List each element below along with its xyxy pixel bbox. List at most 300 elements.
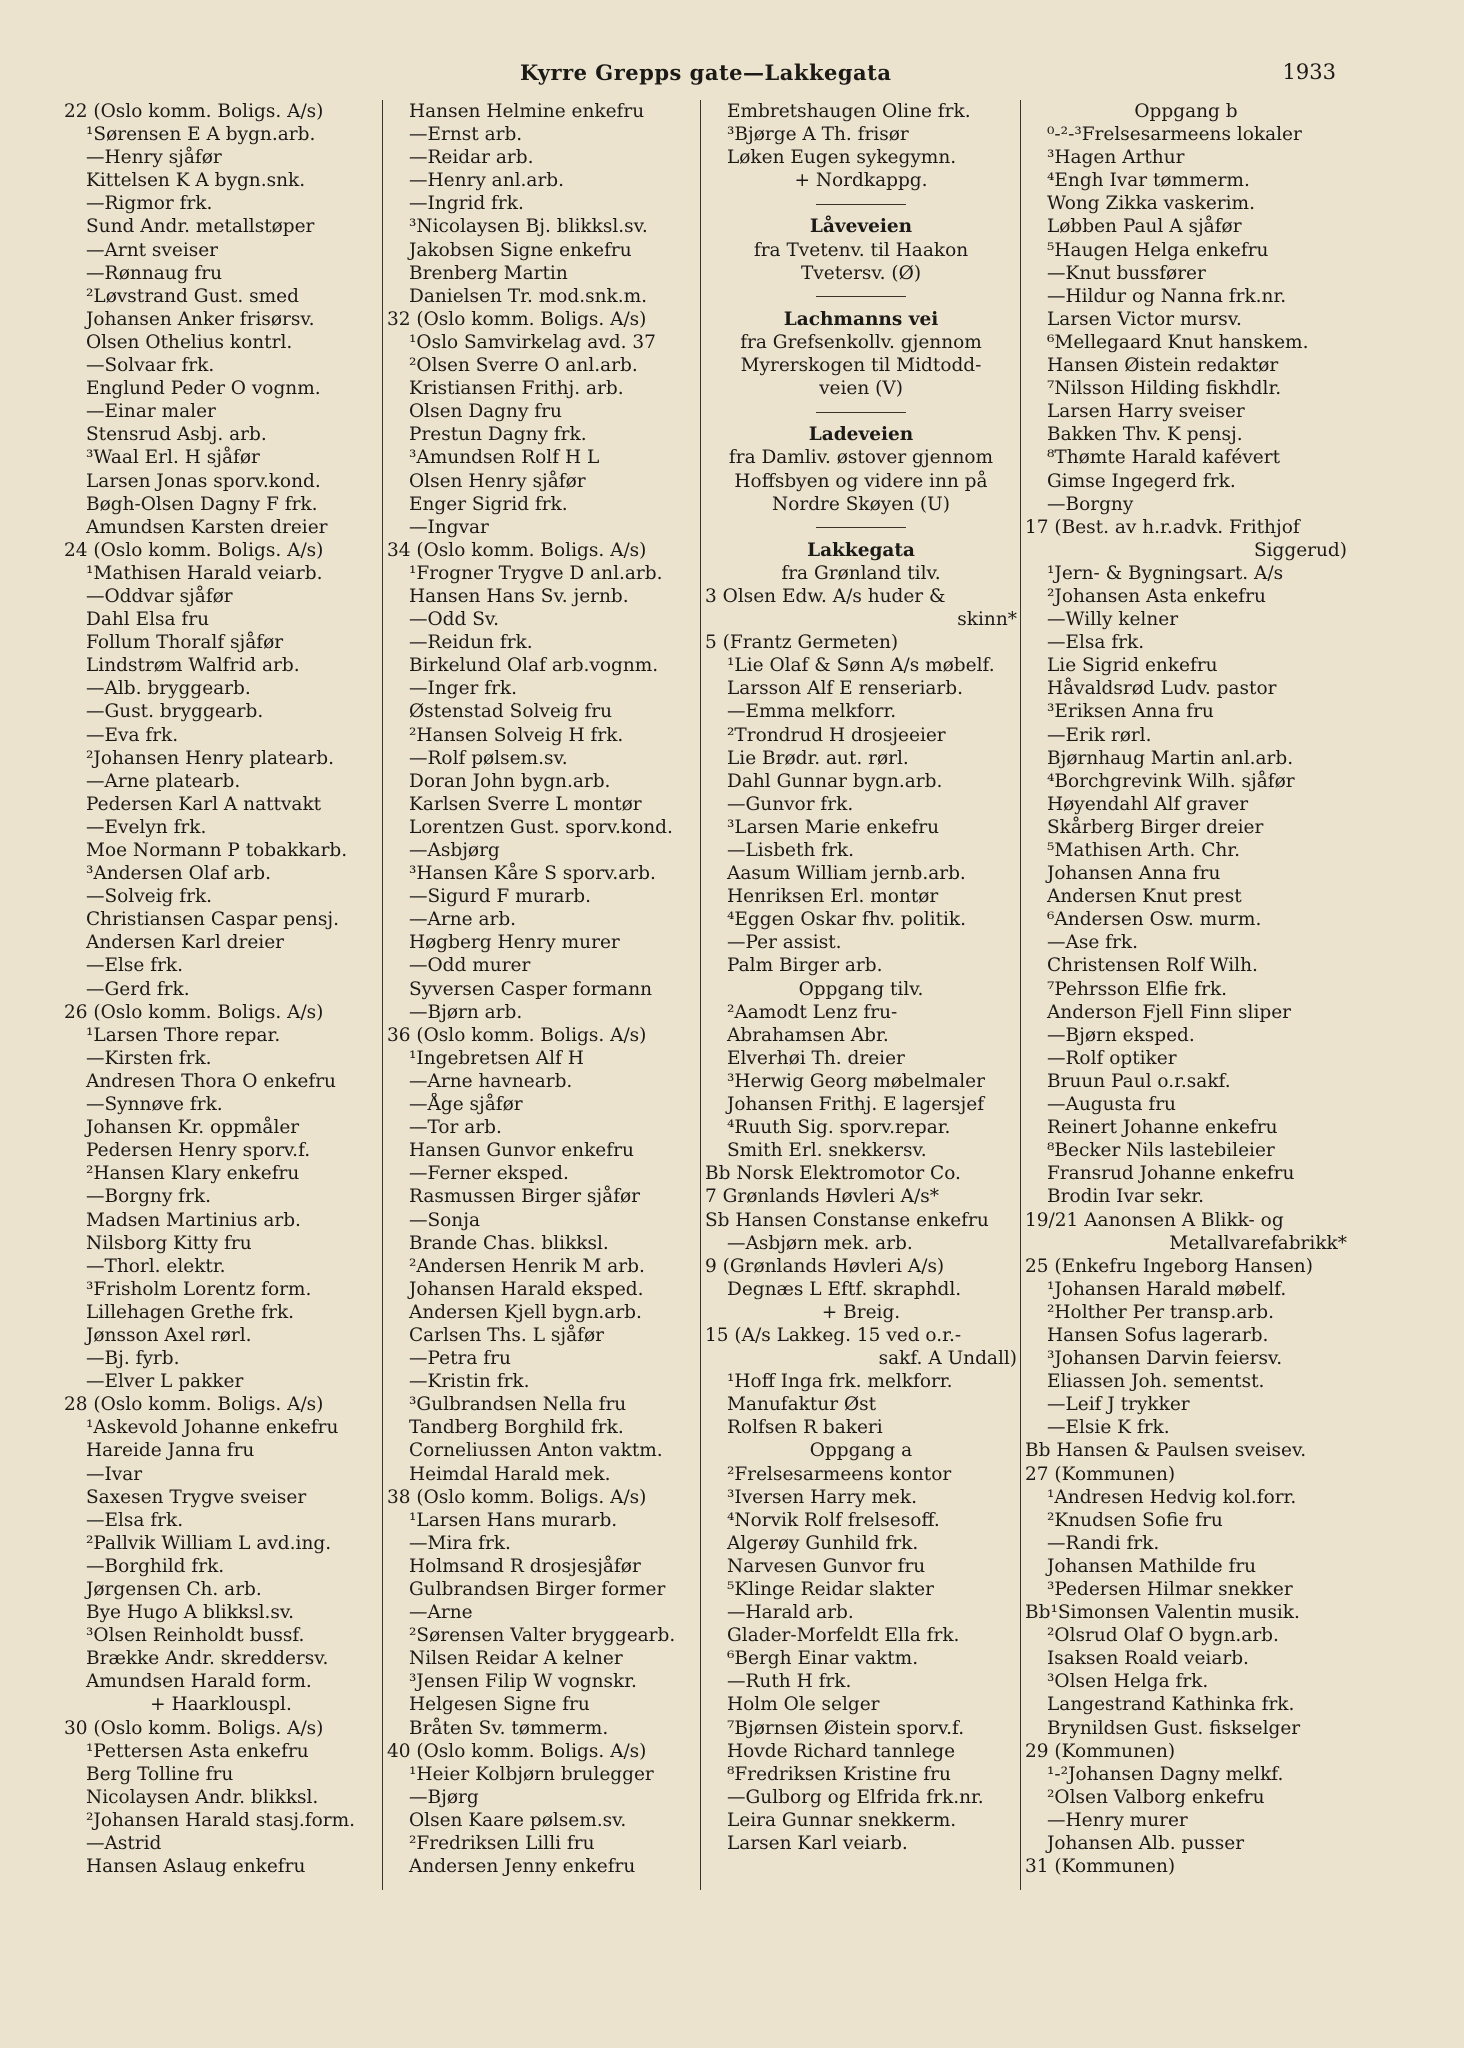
- directory-entry: ¹Hoff Inga frk. melkforr.: [727, 1371, 953, 1393]
- directory-entry: ⁸Thømte Harald kafévert: [1047, 447, 1281, 469]
- directory-entry: Gulbrandsen Birger former: [409, 1579, 666, 1600]
- directory-entry: Rolfsen R bakeri: [727, 1417, 883, 1439]
- directory-entry: Christiansen Caspar pensj.: [86, 909, 339, 931]
- directory-entry: 25 (Enkefru Ingeborg Hansen): [1025, 1255, 1313, 1277]
- directory-entry: —Sigurd F murarb.: [409, 886, 592, 908]
- directory-entry: —Henry anl.arb.: [409, 170, 565, 192]
- directory-entry: Hareide Janna fru: [86, 1440, 255, 1462]
- directory-entry: Langestrand Kathinka frk.: [1047, 1694, 1295, 1716]
- directory-entry: Larsen Victor mursv.: [1047, 308, 1242, 330]
- directory-entry: ²Pallvik William L avd.ing.: [86, 1532, 332, 1554]
- directory-entry: ¹Mathisen Harald veiarb.: [86, 562, 323, 584]
- directory-entry: Sb Hansen Constanse enkefru: [705, 1209, 989, 1231]
- directory-entry: —Bjørg: [409, 1786, 479, 1808]
- directory-entry: Bb Hansen & Paulsen sveisev.: [1025, 1440, 1307, 1462]
- directory-entry: Larsson Alf E renseriarb.: [727, 678, 963, 700]
- directory-entry: ⁵Haugen Helga enkefru: [1047, 239, 1269, 261]
- directory-entry: Amundsen Harald form.: [86, 1671, 312, 1693]
- directory-entry: fra Grønland tilv.: [781, 562, 941, 584]
- directory-entry: —Thorl. elektr.: [86, 1255, 226, 1277]
- directory-entry: —Leif J trykker: [1047, 1394, 1190, 1416]
- directory-entry: —Erik rørl.: [1047, 724, 1152, 746]
- directory-entry: Follum Thoralf sjåfør: [86, 632, 284, 654]
- directory-entry: —Borghild frk.: [86, 1555, 225, 1577]
- directory-column-2: [382, 100, 701, 1890]
- directory-entry: ³Iversen Harry mek.: [727, 1486, 917, 1508]
- directory-entry: Hansen Sofus lagerarb.: [1047, 1324, 1269, 1346]
- directory-entry: ¹Oslo Samvirkelag avd. 37: [409, 331, 656, 353]
- directory-entry: ³Nicolaysen Bj. blikksl.sv.: [409, 216, 648, 238]
- directory-entry: ¹Johansen Harald møbelf.: [1047, 1278, 1287, 1300]
- directory-entry: ⁸Becker Nils lastebileier: [1047, 1140, 1275, 1162]
- directory-entry: 36 (Oslo komm. Boligs. A/s): [387, 1024, 647, 1046]
- directory-entry: ³Gulbrandsen Nella fru: [409, 1394, 627, 1416]
- directory-entry: ²Frelsesarmeens kontor: [727, 1463, 952, 1485]
- directory-entry: —Solvaar frk.: [86, 355, 215, 377]
- directory-entry: ¹Ingebretsen Alf H: [409, 1047, 584, 1069]
- directory-entry: —Willy kelner: [1047, 609, 1179, 631]
- directory-entry: —Sonja: [409, 1209, 480, 1231]
- directory-entry: —Evelyn frk.: [86, 816, 207, 838]
- directory-entry: —Rolf pølsem.sv.: [409, 747, 568, 769]
- directory-entry: Corneliussen Anton vaktm.: [409, 1440, 663, 1462]
- directory-entry: —Kristin frk.: [409, 1371, 530, 1393]
- directory-entry: Lindstrøm Walfrid arb.: [86, 655, 300, 677]
- page-year: 1933: [1282, 60, 1336, 84]
- directory-entry: Larsen Harry sveiser: [1047, 401, 1245, 423]
- directory-entry: —Ferner eksped.: [409, 1163, 569, 1185]
- directory-entry: —Gerd frk.: [86, 978, 190, 1000]
- directory-entry: ³Bjørge A Th. frisør: [727, 124, 909, 146]
- directory-entry: Nilsen Reidar A kelner: [409, 1648, 623, 1670]
- section-divider: [701, 400, 1021, 423]
- directory-entry: —Kirsten frk.: [86, 1047, 212, 1069]
- directory-entry: Abrahamsen Abr.: [727, 1024, 889, 1046]
- directory-entry: —Harald arb.: [727, 1602, 854, 1624]
- directory-entry: Prestun Dagny frk.: [409, 424, 587, 446]
- directory-entry: —Oddvar sjåfør: [86, 585, 233, 607]
- directory-entry: ³Jensen Filip W vognskr.: [409, 1671, 637, 1693]
- directory-entry: ¹Pettersen Asta enkefru: [86, 1740, 309, 1762]
- directory-entry: —Elsa frk.: [1047, 632, 1145, 654]
- directory-entry: ²Hansen Solveig H frk.: [409, 724, 624, 746]
- directory-entry: Moe Normann P tobakkarb.: [86, 840, 348, 861]
- directory-entry: Birkelund Olaf arb.vognm.: [409, 655, 659, 677]
- section-divider: [701, 516, 1021, 539]
- directory-entry: Narvesen Gunvor fru: [727, 1555, 926, 1577]
- directory-entry: —Reidun frk.: [409, 632, 533, 654]
- directory-entry: Larsen Karl veiarb.: [727, 1833, 908, 1855]
- directory-entry: —Per assist.: [727, 932, 842, 954]
- directory-entry: ²Johansen Harald stasj.form.: [86, 1809, 356, 1831]
- directory-entry: ⁵Mathisen Arth. Chr.: [1047, 840, 1240, 861]
- directory-entry: Tvetersv. (Ø): [800, 262, 922, 284]
- directory-entry: Enger Sigrid frk.: [409, 493, 568, 515]
- directory-entry: Saxesen Trygve sveiser: [86, 1486, 307, 1508]
- directory-entry: Algerøy Gunhild frk.: [727, 1532, 919, 1554]
- directory-entry: —Gulborg og Elfrida frk.nr.: [727, 1786, 984, 1808]
- directory-entry: 17 (Best. av h.r.advk. Frithjof: [1025, 516, 1300, 538]
- directory-entry: ¹Andresen Hedvig kol.forr.: [1047, 1486, 1297, 1508]
- directory-entry: ⁷Bjørnsen Øistein sporv.f.: [727, 1717, 965, 1739]
- directory-entry: —Gust. bryggearb.: [86, 701, 264, 723]
- directory-entry: Palm Birger arb.: [727, 955, 883, 977]
- directory-entry: Henriksen Erl. montør: [727, 886, 939, 908]
- directory-entry: Carlsen Ths. L sjåfør: [409, 1324, 604, 1346]
- directory-entry: Løken Eugen sykegymn.: [727, 147, 957, 169]
- street-heading: Ladeveien: [808, 424, 914, 446]
- directory-entry: —Solveig frk.: [86, 886, 213, 908]
- directory-entry: ³Waal Erl. H sjåfør: [86, 447, 260, 469]
- directory-entry: ²Trondrud H drosjeeier: [727, 724, 946, 746]
- directory-entry: ⁴Ruuth Sig. sporv.repar.: [727, 1117, 951, 1139]
- directory-entry: Danielsen Tr. mod.snk.m.: [409, 285, 648, 307]
- directory-entry: + Haarklouspl.: [150, 1694, 292, 1716]
- directory-entry: ⁸Fredriksen Kristine fru: [727, 1763, 951, 1785]
- directory-entry: —Henry sjåfør: [86, 147, 222, 169]
- directory-entry: 24 (Oslo komm. Boligs. A/s): [64, 539, 324, 561]
- directory-entry: —Arne: [409, 1602, 473, 1624]
- directory-entry: —Elsa frk.: [86, 1509, 184, 1531]
- directory-entry: Håvaldsrød Ludv. pastor: [1047, 678, 1277, 700]
- directory-entry: ⁴Eggen Oskar fhv. politik.: [727, 909, 967, 931]
- directory-entry: —Ernst arb.: [409, 124, 523, 146]
- directory-entry: ³Eriksen Anna fru: [1047, 701, 1214, 723]
- directory-entry: Olsen Othelius kontrl.: [86, 331, 293, 353]
- directory-entry: ¹Heier Kolbjørn brulegger: [409, 1763, 654, 1785]
- directory-entry: ²Olsrud Olaf O bygn.arb.: [1047, 1625, 1279, 1647]
- directory-entry: ²Johansen Asta enkefru: [1047, 585, 1266, 607]
- directory-entry: Andersen Knut prest: [1047, 886, 1242, 908]
- directory-entry: —Ase frk.: [1047, 932, 1138, 954]
- directory-entry: Pedersen Henry sporv.f.: [86, 1140, 311, 1162]
- directory-entry: Eliassen Joh. sementst.: [1047, 1371, 1265, 1393]
- directory-entry: Andersen Karl dreier: [86, 932, 284, 954]
- directory-entry: ¹Lie Olaf & Sønn A/s møbelf.: [727, 655, 995, 677]
- directory-entry: Degnæs L Eftf. skraphdl.: [727, 1278, 962, 1300]
- directory-entry: ²Hansen Klary enkefru: [86, 1163, 300, 1185]
- directory-entry: Løbben Paul A sjåfør: [1047, 216, 1242, 238]
- directory-entry: Doran John bygn.arb.: [409, 770, 611, 792]
- directory-entry: Hansen Hans Sv. jernb.: [409, 585, 629, 607]
- directory-entry: Hovde Richard tannlege: [727, 1740, 956, 1762]
- directory-entry: Andresen Thora O enkefru: [86, 1070, 336, 1092]
- directory-entry: Karlsen Sverre L montør: [409, 793, 642, 815]
- directory-entry: —Ruth H frk.: [727, 1671, 852, 1693]
- directory-entry: Sund Andr. metallstøper: [86, 216, 315, 238]
- directory-entry: —Mira frk.: [409, 1532, 511, 1554]
- directory-entry: 34 (Oslo komm. Boligs. A/s): [387, 539, 647, 561]
- directory-entry: —Arne arb.: [409, 909, 517, 931]
- directory-entry: ³Amundsen Rolf H L: [409, 447, 600, 469]
- directory-entry: Hansen Helmine enkefru: [409, 101, 645, 122]
- directory-entry: Hansen Gunvor enkefru: [409, 1140, 634, 1162]
- directory-entry: Lorentzen Gust. sporv.kond.: [409, 816, 673, 838]
- directory-entry: 9 (Grønlands Høvleri A/s): [705, 1255, 945, 1277]
- directory-entry: —Arne havnearb.: [409, 1070, 573, 1092]
- directory-entry: Gimse Ingegerd frk.: [1047, 470, 1236, 492]
- directory-entry: Madsen Martinius arb.: [86, 1209, 301, 1231]
- directory-entry: Bjørnhaug Martin anl.arb.: [1047, 747, 1294, 769]
- directory-entry: ⁶Bergh Einar vaktm.: [727, 1648, 919, 1670]
- directory-entry: Amundsen Karsten dreier: [86, 516, 328, 538]
- directory-entry: 3 Olsen Edw. A/s huder &: [705, 585, 946, 607]
- directory-entry: fra Damliv. østover gjennom: [728, 447, 994, 469]
- directory-entry: Johansen Alb. pusser: [1047, 1833, 1245, 1855]
- street-heading: Lakkegata: [807, 539, 915, 561]
- directory-entry: ³Olsen Helga frk.: [1047, 1671, 1209, 1693]
- directory-entry: ⁷Nilsson Hilding fiskhdlr.: [1047, 378, 1282, 400]
- directory-entry: Englund Peder O vognm.: [86, 378, 321, 400]
- directory-entry: Andersen Kjell bygn.arb.: [409, 1301, 642, 1323]
- page-title: Kyrre Grepps gate—Lakkegata: [520, 60, 892, 85]
- directory-entry: Holm Ole selger: [727, 1694, 880, 1716]
- directory-entry: ³Hansen Kåre S sporv.arb.: [409, 863, 656, 885]
- directory-entry: Holmsand R drosjesjåfør: [409, 1555, 641, 1577]
- directory-entry: Oppgang tilv.: [798, 978, 924, 1000]
- directory-entry: Høgberg Henry murer: [409, 932, 620, 954]
- directory-entry: ³Larsen Marie enkefru: [727, 816, 940, 838]
- directory-entry: Bøgh-Olsen Dagny F frk.: [86, 493, 318, 515]
- directory-entry: —Rigmor frk.: [86, 193, 213, 215]
- directory-entry: 32 (Oslo komm. Boligs. A/s): [387, 308, 647, 330]
- directory-entry: Aasum William jernb.arb.: [727, 863, 966, 885]
- directory-entry: Johansen Frithj. E lagersjef: [727, 1094, 985, 1116]
- directory-entry: —Elver L pakker: [86, 1371, 244, 1393]
- directory-entry: —Synnøve frk.: [86, 1094, 223, 1116]
- directory-entry: Kittelsen K A bygn.snk.: [86, 170, 306, 192]
- directory-entry: 30 (Oslo komm. Boligs. A/s): [64, 1717, 324, 1739]
- directory-entry: Dahl Gunnar bygn.arb.: [727, 770, 943, 792]
- directory-entry: Christensen Rolf Wilh.: [1047, 955, 1258, 977]
- directory-entry: Olsen Dagny fru: [409, 401, 562, 423]
- directory-entry: —Astrid: [86, 1833, 162, 1855]
- directory-entry: 5 (Frantz Germeten): [705, 632, 899, 654]
- directory-entry: ⁶Andersen Osw. murm.: [1047, 909, 1262, 931]
- directory-entry: —Tor arb.: [409, 1117, 502, 1139]
- street-heading: Lachmanns vei: [783, 308, 939, 330]
- directory-entry: 28 (Oslo komm. Boligs. A/s): [64, 1394, 324, 1416]
- directory-entry: Brenberg Martin: [409, 262, 568, 284]
- directory-entry: Elverhøi Th. dreier: [727, 1047, 905, 1069]
- directory-entry: Lie Sigrid enkefru: [1047, 655, 1218, 677]
- directory-entry: Myrerskogen til Midtodd-: [740, 355, 982, 377]
- directory-entry: ¹Larsen Hans murarb.: [409, 1509, 618, 1531]
- directory-entry: ⁰-²-³Frelsesarmeens lokaler: [1047, 124, 1302, 146]
- directory-column-3: [700, 100, 1021, 1890]
- directory-entry: —Rønnaug fru: [86, 262, 223, 284]
- directory-entry: fra Grefsenkollv. gjennom: [740, 331, 982, 353]
- directory-entry: Østenstad Solveig fru: [409, 701, 613, 723]
- directory-entry: —Elsie K frk.: [1047, 1417, 1170, 1439]
- directory-entry: Andersen Jenny enkefru: [409, 1856, 636, 1878]
- directory-entry: Rasmussen Birger sjåfør: [409, 1186, 641, 1208]
- directory-entry: ³Andersen Olaf arb.: [86, 863, 271, 885]
- directory-entry: ¹Sørensen E A bygn.arb.: [86, 124, 316, 146]
- directory-entry: veien (V): [819, 378, 903, 400]
- directory-entry: ¹Larsen Thore repar.: [86, 1024, 281, 1046]
- directory-entry: —Bj. fyrb.: [86, 1348, 180, 1370]
- directory-entry: Bakken Thv. K pensj.: [1047, 424, 1243, 446]
- directory-entry: Dahl Elsa fru: [86, 609, 210, 631]
- directory-entry: ⁷Pehrsson Elfie frk.: [1047, 978, 1228, 1000]
- directory-entry: Lillehagen Grethe frk.: [86, 1301, 295, 1323]
- directory-entry: Fransrud Johanne enkefru: [1047, 1163, 1295, 1185]
- directory-entry: 38 (Oslo komm. Boligs. A/s): [387, 1486, 647, 1508]
- directory-entry: —Gunvor frk.: [727, 793, 854, 815]
- directory-entry: ²Sørensen Valter bryggearb.: [409, 1625, 676, 1647]
- page-header: [0, 58, 1464, 94]
- directory-entry: Høyendahl Alf graver: [1047, 793, 1249, 815]
- directory-entry: Bb Norsk Elektromotor Co.: [705, 1163, 961, 1185]
- directory-entry: ²Løvstrand Gust. smed: [86, 285, 299, 307]
- directory-entry: Lie Brødr. aut. rørl.: [727, 747, 909, 769]
- directory-entry: —Reidar arb.: [409, 147, 534, 169]
- directory-entry: —Ingvar: [409, 516, 489, 538]
- directory-entry: ²Aamodt Lenz fru-: [727, 1001, 898, 1023]
- directory-entry: Olsen Kaare pølsem.sv.: [409, 1809, 627, 1831]
- directory-entry: ¹Jern- & Bygningsart. A/s: [1047, 562, 1284, 584]
- directory-entry: Johansen Anker frisørsv.: [86, 308, 315, 330]
- directory-entry: —Knut bussfører: [1047, 262, 1206, 284]
- directory-entry: ²Holther Per transp.arb.: [1047, 1301, 1274, 1323]
- directory-entry: —Asbjørn mek. arb.: [727, 1232, 913, 1254]
- directory-entry: Reinert Johanne enkefru: [1047, 1117, 1278, 1139]
- directory-entry: sakf. A Undall): [878, 1348, 1017, 1370]
- directory-entry: Metallvarefabrikk*: [1169, 1232, 1347, 1254]
- directory-entry: —Asbjørg: [409, 840, 500, 861]
- directory-entry: Syversen Casper formann: [409, 978, 653, 1000]
- directory-entry: Hansen Aslaug enkefru: [86, 1856, 306, 1878]
- directory-entry: 19/21 Aanonsen A Blikk- og: [1025, 1209, 1284, 1231]
- directory-entry: ³Herwig Georg møbelmaler: [727, 1070, 985, 1092]
- directory-entry: Oppgang a: [809, 1440, 913, 1462]
- directory-entry: 7 Grønlands Høvleri A/s*: [705, 1186, 939, 1208]
- directory-entry: —Odd murer: [409, 955, 531, 977]
- directory-entry: —Ivar: [86, 1463, 143, 1485]
- directory-entry: —Einar maler: [86, 401, 216, 423]
- directory-entry: 26 (Oslo komm. Boligs. A/s): [64, 1001, 324, 1023]
- directory-entry: Brande Chas. blikksl.: [409, 1232, 609, 1254]
- directory-entry: —Arnt sveiser: [86, 239, 219, 261]
- directory-entry: Wong Zikka vaskerim.: [1047, 193, 1255, 215]
- directory-entry: —Hildur og Nanna frk.nr.: [1047, 285, 1287, 307]
- directory-entry: Bråten Sv. tømmerm.: [409, 1717, 609, 1739]
- directory-entry: ³Frisholm Lorentz form.: [86, 1278, 312, 1300]
- directory-entry: —Henry murer: [1047, 1809, 1188, 1831]
- directory-entry: —Bjørn eksped.: [1047, 1024, 1195, 1046]
- directory-entry: ²Andersen Henrik M arb.: [409, 1255, 645, 1277]
- directory-entry: ²Olsen Sverre O anl.arb.: [409, 355, 638, 377]
- directory-entry: ³Olsen Reinholdt bussf.: [86, 1625, 305, 1647]
- directory-entry: —Randi frk.: [1047, 1532, 1160, 1554]
- directory-entry: Embretshaugen Oline frk.: [727, 101, 971, 122]
- directory-entry: 29 (Kommunen): [1025, 1740, 1176, 1762]
- section-divider: [701, 192, 1021, 215]
- directory-entry: Pedersen Karl A nattvakt: [86, 793, 322, 815]
- directory-entry: fra Tvetenv. til Haakon: [753, 239, 969, 261]
- directory-entry: —Eva frk.: [86, 724, 179, 746]
- directory-entry: ⁵Klinge Reidar slakter: [727, 1579, 934, 1600]
- directory-entry: ²Fredriksen Lilli fru: [409, 1833, 595, 1855]
- directory-entry: Oppgang b: [1134, 101, 1238, 122]
- directory-entry: Larsen Jonas sporv.kond.: [86, 470, 321, 492]
- directory-entry: ¹Askevold Johanne enkefru: [86, 1417, 339, 1439]
- directory-entry: Brække Andr. skreddersv.: [86, 1648, 329, 1670]
- directory-entry: ³Johansen Darvin feiersv.: [1047, 1348, 1283, 1370]
- directory-entry: ²Johansen Henry platearb.: [86, 747, 335, 769]
- directory-entry: ⁶Mellegaard Knut hanskem.: [1047, 331, 1309, 353]
- directory-entry: ³Hagen Arthur: [1047, 147, 1185, 169]
- directory-entry: Olsen Henry sjåfør: [409, 470, 586, 492]
- directory-entry: Brodin Ivar sekr.: [1047, 1186, 1204, 1208]
- directory-entry: —Rolf optiker: [1047, 1047, 1177, 1069]
- directory-entry: Bye Hugo A blikksl.sv.: [86, 1602, 295, 1624]
- street-heading: Låveveien: [809, 216, 913, 238]
- directory-entry: + Breig.: [821, 1301, 901, 1323]
- directory-entry: 22 (Oslo komm. Boligs. A/s): [64, 101, 324, 122]
- directory-entry: —Borgny frk.: [86, 1186, 211, 1208]
- directory-entry: Jørgensen Ch. arb.: [86, 1579, 262, 1600]
- directory-entry: skinn*: [957, 609, 1017, 631]
- directory-entry: ¹Frogner Trygve D anl.arb.: [409, 562, 663, 584]
- directory-entry: —Lisbeth frk.: [727, 840, 854, 861]
- directory-entry: ⁴Engh Ivar tømmerm.: [1047, 170, 1250, 192]
- directory-entry: Skårberg Birger dreier: [1047, 816, 1264, 838]
- directory-entry: —Petra fru: [409, 1348, 511, 1370]
- directory-entry: Nilsborg Kitty fru: [86, 1232, 252, 1254]
- directory-entry: Leira Gunnar snekkerm.: [727, 1809, 957, 1831]
- directory-entry: Kristiansen Frithj. arb.: [409, 378, 624, 400]
- directory-entry: Bb¹Simonsen Valentin musik.: [1025, 1602, 1300, 1624]
- directory-entry: ³Pedersen Hilmar snekker: [1047, 1579, 1293, 1600]
- directory-entry: Smith Erl. snekkersv.: [727, 1140, 927, 1162]
- directory-entry: —Else frk.: [86, 955, 184, 977]
- directory-entry: —Augusta fru: [1047, 1094, 1176, 1116]
- directory-entry: —Odd Sv.: [409, 609, 500, 631]
- directory-entry: Hansen Øistein redaktør: [1047, 355, 1279, 377]
- directory-entry: Johansen Mathilde fru: [1047, 1555, 1257, 1577]
- directory-entry: Johansen Anna fru: [1047, 863, 1221, 885]
- directory-entry: Nordre Skøyen (U): [772, 493, 950, 515]
- directory-entry: Heimdal Harald mek.: [409, 1463, 611, 1485]
- directory-column-4: [1020, 100, 1351, 1890]
- directory-entry: —Åge sjåfør: [409, 1094, 523, 1116]
- directory-entry: —Alb. bryggearb.: [86, 678, 251, 700]
- directory-entry: Manufaktur Øst: [727, 1394, 877, 1416]
- directory-entry: —Borgny: [1047, 493, 1134, 515]
- directory-columns: [60, 100, 1350, 1890]
- directory-entry: + Nordkappg.: [794, 170, 928, 192]
- directory-entry: ²Knudsen Sofie fru: [1047, 1509, 1223, 1531]
- directory-entry: Jønsson Axel rørl.: [86, 1324, 252, 1346]
- directory-entry: Bruun Paul o.r.sakf.: [1047, 1070, 1231, 1092]
- directory-entry: ⁴Borchgrevink Wilh. sjåfør: [1047, 770, 1295, 792]
- section-divider: [701, 285, 1021, 308]
- directory-entry: Helgesen Signe fru: [409, 1694, 590, 1716]
- directory-entry: Tandberg Borghild frk.: [409, 1417, 624, 1439]
- directory-entry: —Ingrid frk.: [409, 193, 524, 215]
- directory-entry: Brynildsen Gust. fiskselger: [1047, 1717, 1301, 1739]
- directory-entry: ⁴Norvik Rolf frelsesoff.: [727, 1509, 940, 1531]
- directory-entry: Isaksen Roald veiarb.: [1047, 1648, 1249, 1670]
- directory-entry: 15 (A/s Lakkeg. 15 ved o.r.-: [705, 1324, 962, 1346]
- directory-entry: Johansen Kr. oppmåler: [86, 1117, 300, 1139]
- directory-entry: Jakobsen Signe enkefru: [409, 239, 632, 261]
- directory-entry: 40 (Oslo komm. Boligs. A/s): [387, 1740, 647, 1762]
- directory-entry: Johansen Harald eksped.: [409, 1278, 644, 1300]
- directory-entry: Anderson Fjell Finn sliper: [1047, 1001, 1291, 1023]
